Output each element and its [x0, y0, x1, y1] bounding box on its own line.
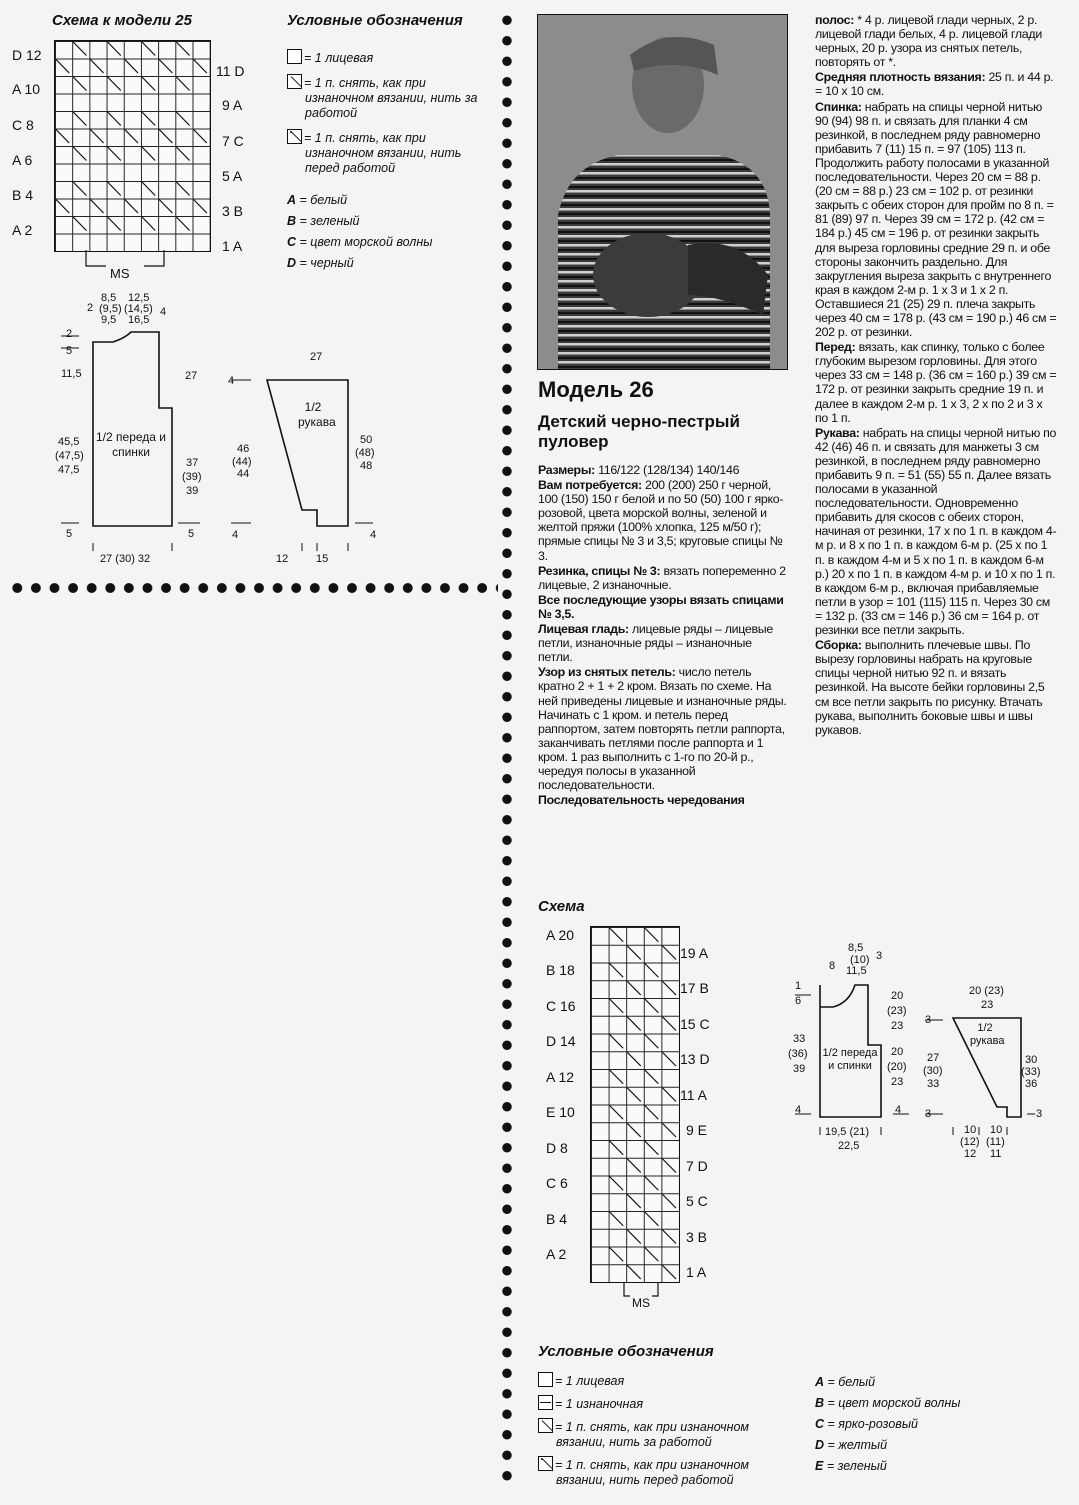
slip-stitch-mark: [610, 1212, 624, 1226]
dim-label: (12): [960, 1136, 980, 1148]
slip-stitch-mark: [662, 981, 676, 995]
slip-stitch-mark: [645, 1106, 659, 1120]
slip-stitch-mark: [645, 1177, 659, 1191]
legend-item: = 1 п. снять, как при изнаночном вязании, нить за работой: [538, 1418, 788, 1450]
dim-label: 37: [186, 457, 199, 469]
horizontal-dotted-divider: [8, 580, 498, 596]
slip-stitch-mark: [610, 1035, 624, 1049]
row-label: 19 A: [680, 945, 709, 961]
slip-stitch-mark: [142, 147, 155, 161]
dim-label: (23): [887, 1005, 907, 1017]
slip-stitch-mark: [176, 147, 189, 161]
slip-stitch-mark: [176, 42, 189, 56]
color-item: C = цвет морской волны: [287, 235, 433, 249]
paragraph: Узор из снятых петель: число петель кратно 2 + 1 + 2 кром. Вязать по схеме. На ней приведены лицевые и изнаночные ряды. Начинать с 1 кром. и петель перед раппортом, затем повторять петли раппорта, заканчивать петлями после раппорта и 1 кром. 1 раз выполнить с 1-го по 20-й р., чередуя полосы в указанной последовательности.: [538, 665, 787, 793]
slip-stitch-mark: [108, 217, 121, 231]
paragraph: Последовательность чередования: [538, 793, 745, 808]
row-label: 1 A: [222, 238, 243, 254]
slip-stitch-mark: [73, 147, 86, 161]
color-item: E = зеленый: [815, 1459, 887, 1473]
row-label: D 8: [546, 1140, 568, 1156]
vertical-dotted-divider: [500, 10, 514, 1490]
row-label: 13 D: [680, 1051, 710, 1067]
row-label: 7 C: [222, 133, 244, 149]
slip-stitch-mark: [610, 999, 624, 1013]
slip-stitch-mark: [90, 130, 103, 144]
row-label: 5 A: [222, 168, 243, 184]
row-label: 15 C: [680, 1016, 710, 1032]
dim-label: (39): [182, 471, 202, 483]
row-label: 9 A: [222, 97, 243, 113]
dim-label: 5: [66, 528, 73, 540]
row-label: C 16: [546, 998, 576, 1014]
bottom-dim: 27 (30) 32: [100, 553, 151, 565]
sleeve-label: 1/2 рукава: [298, 400, 336, 429]
slip-stitch-mark: [662, 1088, 676, 1102]
slip-stitch-mark: [73, 182, 86, 196]
slip-stitch-mark: [627, 981, 641, 995]
dim-label: 4: [895, 1104, 902, 1116]
sleeve-label: 1/2 рукава: [970, 1022, 1005, 1047]
color-item: C = ярко-розовый: [815, 1417, 918, 1431]
paragraph: Все последующие узоры вязать спицами № 3,5.: [538, 592, 784, 621]
slip-stitch-mark: [125, 130, 138, 144]
slip-back-icon: [538, 1418, 553, 1433]
slip-front-icon: [287, 129, 302, 144]
slip-stitch-mark: [108, 182, 121, 196]
dim-label: 1: [795, 980, 802, 992]
dim-label: 33: [927, 1078, 940, 1090]
dim-label: 4: [160, 306, 167, 318]
slip-front-icon: [538, 1456, 553, 1471]
slip-stitch-mark: [627, 1123, 641, 1137]
slip-stitch-mark: [645, 928, 659, 942]
color-item: D = желтый: [815, 1438, 888, 1452]
slip-stitch-mark: [108, 42, 121, 56]
legend-model-26: [538, 1372, 788, 1488]
ms-label-2: MS: [632, 1296, 650, 1310]
dim-label: 11,5: [61, 368, 82, 380]
dim-label: 39: [793, 1063, 806, 1075]
body-label: 1/2 переда и спинки: [822, 1047, 878, 1072]
color-item: D = черный: [287, 256, 354, 270]
dim-label: (30): [923, 1065, 943, 1077]
color-item: A = белый: [815, 1375, 876, 1389]
color-item: B = цвет морской волны: [815, 1396, 961, 1410]
slip-stitch-mark: [610, 928, 624, 942]
dim-label: (9,5): [99, 303, 122, 315]
slip-stitch-mark: [108, 147, 121, 161]
slip-stitch-mark: [627, 1017, 641, 1031]
slip-stitch-mark: [627, 1088, 641, 1102]
row-label: 9 E: [686, 1122, 708, 1138]
slip-stitch-mark: [176, 77, 189, 91]
row-label: A 10: [12, 81, 41, 97]
legend-item: = 1 лицевая: [538, 1372, 788, 1389]
legend2-title: Условные обозначения: [538, 1343, 714, 1360]
slip-stitch-mark: [610, 964, 624, 978]
slip-stitch-mark: [159, 200, 172, 214]
slip-stitch-mark: [56, 200, 69, 214]
row-label: B 4: [12, 187, 34, 203]
dim-label: 15: [316, 553, 329, 565]
row-label: C 8: [12, 117, 34, 133]
slip-back-icon: [287, 74, 302, 89]
dim-label: 27: [185, 370, 198, 382]
slip-stitch-mark: [645, 1212, 659, 1226]
dim-label: 4: [370, 529, 377, 541]
bottom-dim: 19,5 (21): [825, 1126, 870, 1138]
slip-stitch-mark: [108, 112, 121, 126]
dim-label: 10: [990, 1124, 1003, 1136]
slip-stitch-mark: [610, 1248, 624, 1262]
dim-label: 48: [360, 460, 373, 472]
dim-label: 4: [795, 1104, 802, 1116]
dim-label: (20): [887, 1061, 907, 1073]
paragraph: Средняя плотность вязания: 25 п. и 44 р. = 10 x 10 см.: [815, 70, 1054, 99]
slip-stitch-mark: [73, 112, 86, 126]
dim-label: 27: [927, 1052, 940, 1064]
dim-label: 27: [310, 351, 323, 363]
dim-label: (14,5): [124, 303, 153, 315]
slip-stitch-mark: [645, 964, 659, 978]
slip-stitch-mark: [627, 946, 641, 960]
color-item: B = зеленый: [287, 214, 360, 228]
model-subtitle: Детский черно-пестрый пуловер: [538, 412, 740, 451]
paragraph: Резинка, спицы № 3: вязать попеременно 2 лицевые, 2 изнаночные.: [538, 563, 786, 592]
legend-item: = 1 лицевая: [287, 49, 487, 66]
dim-label: 12: [964, 1148, 977, 1160]
dim-label: 8,5: [101, 292, 117, 304]
dim-label: (33): [1021, 1066, 1041, 1078]
legend-model-25: [287, 49, 487, 274]
slip-stitch-mark: [56, 60, 69, 74]
dim-label: 5: [66, 345, 73, 357]
row-label: D 14: [546, 1033, 576, 1049]
slip-stitch-mark: [627, 1159, 641, 1173]
dim-label: (47,5): [55, 450, 84, 462]
chart2-title: Схема: [538, 898, 585, 915]
slip-stitch-mark: [142, 112, 155, 126]
slip-stitch-mark: [645, 999, 659, 1013]
slip-stitch-mark: [194, 60, 207, 74]
dim-label: 2: [66, 328, 73, 340]
slip-stitch-mark: [610, 1177, 624, 1191]
paragraph: Спинка: набрать на спицы черной нитью 90 (94) 98 п. и связать для планки 4 см резинкой, в последнем ряду равномерно прибавить 7 (11) 15 п. = 97 (105) 113 п. Продолжить работу полосами в указанной последовательности. Через 20 см = 88 р. (20 см = 88 р.) 23 см = 102 р. от резинки закрыть с обеих сторон для пройм по 8 п. = 81 (89) 97 п. Через 39 см = 172 р. (42 см = 184 р.) 45 см = 196 р. от резинки закрыть для выреза горловины средние 29 п. и обе стороны закончить раздельно. Для закругления выреза закрыть с внутреннего края в каждом 2-м р. 1 x 3 и 1 x 2 п. Оставшиеся 21 (25) 29 п. плеча закрыть через 40 см = 178 р. (43 см = 190 р.) 46 см = 202 р. от резинки.: [815, 99, 1057, 340]
legend-item: = 1 изнаночная: [538, 1395, 788, 1412]
dim-label: 3: [925, 1014, 932, 1026]
dim-label: 44: [237, 468, 250, 480]
row-label: 1 A: [686, 1264, 707, 1280]
slip-stitch-mark: [662, 1123, 676, 1137]
knit-stitch-icon: [538, 1372, 553, 1387]
photo-illustration: [538, 15, 787, 369]
row-label: A 2: [12, 222, 33, 238]
paragraph: Лицевая гладь: лицевые ряды – лицевые петли, изнаночные ряды – изнаночные петли.: [538, 622, 773, 665]
dim-label: 47,5: [58, 464, 80, 476]
bottom-dim: 22,5: [838, 1140, 860, 1152]
dim-label: 20: [891, 1046, 904, 1058]
slip-stitch-mark: [108, 77, 121, 91]
dim-label: 4: [228, 375, 235, 387]
color-list-2: [815, 1372, 960, 1477]
slip-stitch-mark: [159, 130, 172, 144]
row-label: A 6: [12, 152, 33, 168]
dim-label: 11,5: [846, 965, 867, 977]
slip-stitch-mark: [610, 1106, 624, 1120]
slip-stitch-mark: [142, 182, 155, 196]
slip-stitch-mark: [176, 112, 189, 126]
slip-stitch-mark: [176, 182, 189, 196]
row-label: C 6: [546, 1175, 568, 1191]
slip-stitch-mark: [142, 217, 155, 231]
dim-label: 10: [964, 1124, 977, 1136]
model-description: [538, 463, 788, 808]
chart-25-symbols: [54, 40, 212, 252]
paragraph: Размеры: 116/122 (128/134) 140/146: [538, 463, 740, 477]
slip-stitch-mark: [627, 1194, 641, 1208]
slip-stitch-mark: [662, 1017, 676, 1031]
dim-label: 30: [1025, 1054, 1038, 1066]
dim-label: 8,5: [848, 942, 864, 954]
dim-label: 23: [981, 999, 994, 1011]
legend-item: = 1 п. снять, как при изнаночном вязании, нить за работой: [287, 74, 487, 121]
row-label: 11 A: [680, 1087, 707, 1103]
dim-label: 4: [232, 529, 239, 541]
slip-stitch-mark: [627, 1052, 641, 1066]
dim-label: (36): [788, 1048, 808, 1060]
dim-label: (10): [850, 954, 870, 966]
dim-label: (48): [355, 447, 375, 459]
purl-stitch-icon: [538, 1395, 553, 1410]
dim-label: 12,5: [128, 292, 150, 304]
slip-stitch-mark: [73, 217, 86, 231]
dim-label: 23: [891, 1076, 904, 1088]
dim-label: 20 (23): [969, 985, 1004, 997]
slip-stitch-mark: [125, 200, 138, 214]
model-title: Модель 26: [538, 377, 654, 402]
slip-stitch-mark: [645, 1070, 659, 1084]
slip-stitch-mark: [662, 1194, 676, 1208]
paragraph: Сборка: выполнить плечевые швы. По вырезу горловины набрать на круговые спицы черной нитью 92 п. и вязать резинкой. На высоте бейки горловины 2,5 см все петли закрыть по рисунку. Втачать рукава, выполнить боковые швы и швы рукавов.: [815, 638, 1045, 737]
slip-stitch-mark: [159, 60, 172, 74]
legend-item: = 1 п. снять, как при изнаночном вязании, нить перед работой: [538, 1456, 788, 1488]
dim-label: 3: [925, 1108, 932, 1120]
row-label: B 4: [546, 1211, 568, 1227]
slip-stitch-mark: [142, 77, 155, 91]
slip-stitch-mark: [194, 130, 207, 144]
dim-label: 2: [87, 302, 94, 314]
slip-stitch-mark: [125, 60, 138, 74]
dim-label: 36: [1025, 1078, 1038, 1090]
slip-stitch-mark: [56, 130, 69, 144]
slip-stitch-mark: [645, 1141, 659, 1155]
instructions-column: [815, 13, 1057, 738]
paragraph: Вам потребуется: 200 (200) 250 г черной, 100 (150) 150 г белой и по 50 (50) 100 г ярко-розовой, цвета морской волны, зеленой и желтой пряжи (100% хлопка, 125 м/50 г); прямые спицы № 3 и 3,5; круговые спицы № 3.: [538, 478, 784, 563]
knit-stitch-icon: [287, 49, 302, 64]
photo-boy-in-striped-pullover: [537, 14, 788, 370]
dim-label: 11: [990, 1148, 1002, 1160]
dim-label: 9,5: [101, 314, 117, 326]
row-label: 5 C: [686, 1193, 708, 1209]
dim-label: (44): [232, 456, 252, 468]
row-label: 3 B: [222, 203, 244, 219]
row-label: A 20: [546, 927, 575, 943]
dim-label: 3: [876, 950, 883, 962]
paragraph: полос: * 4 р. лицевой глади черных, 2 р. лицевой глади белых, 4 р. лицевой глади черных, 20 р. узора из снятых петель, повторять от *.: [815, 13, 1042, 70]
dim-label: 45,5: [58, 436, 80, 448]
row-label: B 18: [546, 962, 575, 978]
dim-label: 6: [795, 995, 802, 1007]
dim-label: 8: [829, 960, 836, 972]
slip-stitch-mark: [662, 946, 676, 960]
slip-stitch-mark: [142, 42, 155, 56]
row-label: A 12: [546, 1069, 575, 1085]
dim-label: 3: [1036, 1108, 1043, 1120]
color-list: [287, 190, 487, 274]
slip-stitch-mark: [627, 1230, 641, 1244]
dim-label: 20: [891, 990, 904, 1002]
row-label: 7 D: [686, 1158, 708, 1174]
dim-label: 39: [186, 485, 199, 497]
row-label: 17 B: [680, 980, 709, 996]
legend-item: = 1 п. снять, как при изнаночном вязании, нить перед работой: [287, 129, 487, 176]
chart-26-symbols: [590, 926, 682, 1286]
dim-label: 16,5: [128, 314, 150, 326]
slip-stitch-mark: [90, 200, 103, 214]
dim-label: 50: [360, 434, 373, 446]
dim-label: (11): [986, 1136, 1005, 1148]
chart-title-model-25: Схема к модели 25: [52, 12, 192, 29]
slip-stitch-mark: [73, 77, 86, 91]
slip-stitch-mark: [662, 1159, 676, 1173]
ms-label: MS: [110, 266, 130, 281]
row-label: 11 D: [216, 63, 245, 79]
row-label: D 12: [12, 47, 42, 63]
slip-stitch-mark: [176, 217, 189, 231]
slip-stitch-mark: [627, 1265, 641, 1279]
dim-label: 5: [188, 528, 195, 540]
slip-stitch-mark: [90, 60, 103, 74]
body-label: 1/2 переда и спинки: [96, 430, 166, 459]
slip-stitch-mark: [662, 1052, 676, 1066]
row-label: A 2: [546, 1246, 567, 1262]
paragraph: Рукава: набрать на спицы черной нитью по 42 (46) 46 п. и связать для манжеты 3 см резинкой, в последнем ряду равномерно прибавить 9 п. = 51 (55) 55 п. Далее вязать полосами в указанной последовательности. Одновременно прибавить для скосов с обеих сторон, начиная от резинки, 17 x по 1 п. в каждом 4-м р. и 8 x по 1 п. в каждом 6-м р. (25 x по 1 п. в каждом 4-м и 5 x по 1 п. в каждом 6-м р.) 20 x по 1 п. в каждом 4-м р. и 10 x по 1 п. в каждом 6-м р., включая прибавляемые петли в узор = 101 (115) 115 п. Через 30 см = 132 р. (33 см = 146 р.) 36 см = 164 р. от резинки все петли закрыть.: [815, 425, 1057, 638]
slip-stitch-mark: [194, 200, 207, 214]
slip-stitch-mark: [662, 1230, 676, 1244]
dim-label: 33: [793, 1033, 806, 1045]
row-label: E 10: [546, 1104, 575, 1120]
dim-label: 23: [891, 1020, 904, 1032]
dim-label: 46: [237, 443, 250, 455]
paragraph: Перед: вязать, как спинку, только с более глубоким вырезом горловины. Для этого через 33 см = 148 р. (36 см = 160 р.) 39 см = 172 р. от резинки закрыть средние 19 п. и далее в каждом 2-м р. 1 x 3, 2 x по 2 и 3 x по 1 п.: [815, 340, 1057, 425]
row-label: 3 B: [686, 1229, 708, 1245]
color-item: A = белый: [287, 193, 348, 207]
slip-stitch-mark: [645, 1035, 659, 1049]
slip-stitch-mark: [610, 1070, 624, 1084]
slip-stitch-mark: [73, 42, 86, 56]
slip-stitch-mark: [645, 1248, 659, 1262]
slip-stitch-mark: [662, 1265, 676, 1279]
schematic-model-26: [785, 945, 1050, 1135]
dim-label: 12: [276, 553, 289, 565]
legend-title-model-25: Условные обозначения: [287, 12, 463, 29]
slip-stitch-mark: [610, 1141, 624, 1155]
